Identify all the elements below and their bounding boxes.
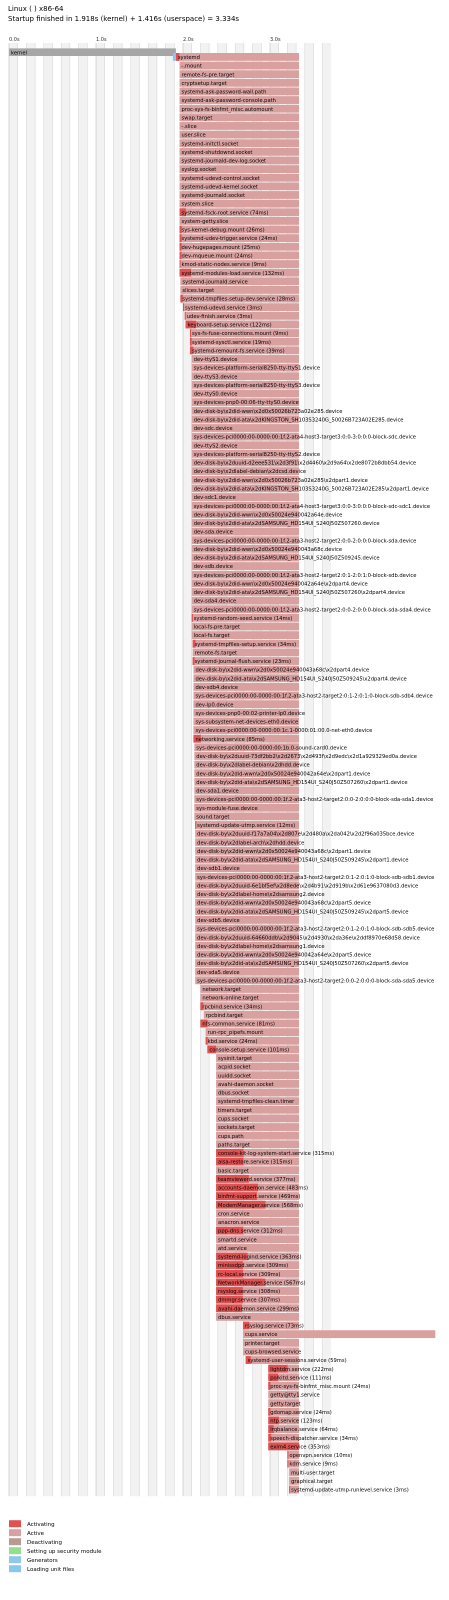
kernel-row	[9, 48, 176, 56]
legend-swatch	[9, 1547, 21, 1554]
unit-label: dev-ttyS3.device	[193, 374, 238, 381]
unit-label: udev-finish.service (3ms)	[186, 313, 253, 320]
legend-label: Loading unit files	[27, 1567, 75, 1574]
legend-label: Setting up security module	[27, 1549, 102, 1556]
unit-label: lightdm.service (222ms)	[270, 1366, 334, 1373]
unit-label: dev-disk-by\x2did-wwn\x2d0x50024e940042a64e\x2dpart5.device	[197, 952, 372, 959]
unit-label: systemd-journald.socket	[181, 193, 246, 200]
legend-swatch	[9, 1556, 21, 1563]
unit-label: dev-disk-by\x2did-ata\x2dSAMSUNG_HD154UI_S240J50Z509245\x2dpart1.device	[197, 857, 409, 864]
unit-label: systemd-udevd-kernel.socket	[181, 184, 258, 191]
legend-label: Generators	[27, 1558, 58, 1565]
unit-label: dev-disk-by\x2dlabel-debian\x2dcsd.device	[193, 469, 307, 476]
unit-label: systemd-random-seed.service (14ms)	[193, 615, 293, 622]
x-axis-ticks	[9, 37, 281, 43]
unit-label: nfs-common.service (81ms)	[202, 1021, 275, 1028]
unit-label: systemd-journal-flush.service (23ms)	[194, 659, 292, 666]
legend-swatch	[9, 1565, 21, 1572]
unit-active-bar	[180, 122, 300, 130]
unit-label: sys-devices-pci0000:00-0000:00:1f.2-ata3-host2-target2:0:0-2:0:0:0-block-sda-sda4.device	[193, 607, 431, 614]
unit-label: systemd-tmpfiles-setup-dev.service (28ms)	[182, 296, 295, 303]
unit-label: speech-dispatcher.service (34ms)	[270, 1435, 358, 1442]
unit-label: dev-disk-by\x2did-ata\x2dKINGSTON_SH103S3240G_50026B723A02E285.device	[193, 417, 404, 424]
unit-label: dev-sdc.device	[193, 426, 233, 433]
unit-label: dev-disk-by\x2did-ata\x2dSAMSUNG_HD154UI_S240J50Z507260\x2dpart1.device	[196, 779, 408, 786]
x-tick-label: 2.0s	[183, 37, 194, 43]
grid-band	[305, 43, 314, 1496]
unit-label: gdomap.service (24ms)	[270, 1409, 332, 1416]
unit-label: alsa-restore.service (315ms)	[218, 1159, 293, 1166]
unit-label: systemd-logind.service (363ms)	[218, 1254, 302, 1261]
unit-activating-bar	[190, 329, 191, 337]
unit-label: dev-disk-by\x2did-ata\x2dSAMSUNG_HD154UI_S240J50Z509245.device	[193, 555, 380, 562]
unit-label: ModemManager.service (568ms)	[218, 1202, 304, 1209]
unit-label: getty@tty1.service	[270, 1392, 320, 1399]
unit-label: systemd-user-sessions.service (59ms)	[247, 1358, 347, 1365]
grid-band	[9, 43, 18, 1496]
unit-label: sys-module-fuse.device	[196, 805, 258, 812]
unit-label: basic.target	[218, 1168, 249, 1175]
unit-label: sys-devices-platform-serial8250-tty-ttyS2.device	[193, 451, 321, 458]
unit-label: sys-subsystem-net-devices-eth0.device	[195, 719, 299, 726]
unit-label: avahi-daemon.service (299ms)	[218, 1306, 299, 1313]
unit-label: systemd-modules-load.service (132ms)	[181, 270, 285, 277]
unit-label: sound.target	[196, 814, 230, 821]
unit-label: systemd-sysctl.service (19ms)	[191, 339, 271, 346]
grid-band	[61, 43, 70, 1496]
unit-label: networking.service (85ms)	[195, 736, 265, 743]
unit-label: minissdpd.service (309ms)	[218, 1263, 289, 1270]
unit-label: sys-devices-pci0000:00-0000:00:1f.2-ata3-host2-target2:0:1-2:0:1:0-block-sdb-sdb5.device	[197, 926, 435, 933]
unit-label: console-kit-log-system-start.service (315ms)	[218, 1151, 335, 1158]
unit-label: dev-disk-by\x2did-ata\x2dSAMSUNG_HD154UI_S240J50Z509245\x2dpart5.device	[197, 909, 409, 916]
legend-swatch	[9, 1529, 21, 1536]
unit-label: systemd-udev-trigger.service (24ms)	[181, 236, 278, 243]
unit-label: systemd-shutdownd.socket	[181, 149, 253, 156]
unit-label: dbus.service	[218, 1314, 251, 1321]
unit-label: cups.path	[218, 1133, 244, 1140]
unit-label: multi-user.target	[291, 1470, 335, 1477]
unit-label: -.slice	[181, 124, 197, 131]
unit-label: rpcbind.service (34ms)	[202, 1004, 263, 1011]
unit-label: swap.target	[181, 115, 213, 122]
unit-label: dev-sda.device	[193, 529, 233, 536]
unit-label: systemd-update-utmp.service (12ms)	[197, 823, 296, 830]
unit-label: timers.target	[218, 1107, 253, 1114]
x-tick-label: 3.0s	[270, 37, 281, 43]
unit-label: getty.target	[270, 1401, 301, 1408]
unit-label: systemd-udevd.service (3ms)	[185, 305, 263, 312]
unit-label: sys-fs-fuse-connections.mount (9ms)	[191, 331, 289, 338]
unit-label: smartd.service	[218, 1237, 257, 1244]
legend-label: Activating	[27, 1522, 55, 1529]
unit-label: systemd-update-utmp-runlevel.service (3ms)	[291, 1487, 409, 1494]
unit-label: printer.target	[245, 1340, 280, 1347]
kernel-bar	[9, 48, 176, 56]
grid-band	[79, 43, 88, 1496]
unit-label: dev-disk-by\x2did-wwn\x2d0x50026b723a02e285.device	[193, 408, 343, 415]
legend-label: Active	[27, 1531, 45, 1538]
unit-label: dmmgr.service (307ms)	[218, 1297, 280, 1304]
unit-label: console-setup.service (101ms)	[209, 1047, 290, 1054]
unit-label: systemd-initctl.socket	[181, 141, 239, 148]
unit-label: dev-disk-by\x2did-ata\x2dKINGSTON_SH103S3240G_50026B723A02E285\x2dpart1.device	[193, 486, 429, 493]
unit-label: sys-devices-pnp0-00:06-tty-ttyS0.device	[193, 400, 299, 407]
unit-label: network.target	[202, 987, 241, 994]
unit-label: systemd	[177, 55, 200, 61]
unit-label: system.slice	[181, 201, 214, 208]
unit-label: dev-disk-by\x2dlabel-arch\x2dhdd.device	[197, 840, 305, 847]
unit-label: -.mount	[181, 63, 202, 70]
unit-label: dev-disk-by\x2dlabel-home\x2dsamsung2.device	[197, 892, 325, 899]
unit-label: dev-disk-by\x2did-wwn\x2d0x50024e940043a68c\x2dpart4.device	[195, 667, 370, 674]
unit-label: systemd-ask-password-console.path	[181, 98, 276, 105]
unit-label: dbus.socket	[218, 1090, 250, 1097]
unit-label: atd.service	[218, 1245, 247, 1252]
unit-label: dev-lp0.device	[195, 702, 234, 709]
grid-band	[131, 43, 140, 1496]
unit-label: sys-devices-pci0000:00-0000:00:1f.2-ata3-host2-target2:0:0-2:0:0:0-block-sda.device	[193, 538, 417, 545]
unit-label: dev-sda4.device	[193, 598, 237, 605]
unit-label: dev-disk-by\x2did-wwn\x2d0x50024e940043a68c\x2dpart1.device	[197, 848, 371, 855]
loading-unit-files-bar	[173, 53, 176, 61]
unit-label: dev-disk-by\x2did-wwn\x2d0x50024e940043a68c.device	[193, 546, 343, 553]
unit-label: slices.target	[182, 288, 215, 295]
unit-label: local-fs.target	[193, 633, 230, 640]
unit-label: sys-devices-pci0000:00-0000:00:1c.1-0000:01:00.0-net-eth0.device	[195, 728, 373, 735]
legend-label: Deactivating	[27, 1540, 62, 1547]
unit-label: systemd-journald.service	[182, 279, 248, 286]
unit-label: dev-disk-by\x2dlabel-debian\x2dhdd.device	[196, 762, 310, 769]
legend-swatch	[9, 1520, 21, 1527]
unit-label: sys-kernel-debug.mount (26ms)	[181, 227, 265, 234]
unit-label: kmod-static-nodes.service (9ms)	[181, 262, 267, 269]
grid-band	[26, 43, 35, 1496]
unit-label: dev-mqueue.mount (24ms)	[181, 253, 253, 260]
unit-label: sys-devices-pci0000:00-0000:00:1f.2-ata3-host2-target2:0:0-2:0:0:0-block-sda-sda1.device	[196, 797, 434, 804]
grid-band	[44, 43, 53, 1496]
unit-label: sys-devices-pnp0-00:02-printer-lp0.device	[195, 710, 306, 717]
unit-label: systemd-journald-dev-log.socket	[181, 158, 267, 165]
unit-label: dev-disk-by\x2duuid-73df2bb2\x2d2673\x2d493f\x2d9edc\x2d1a929329ed0a.device	[196, 754, 417, 761]
unit-label: rsyslog.service (308ms)	[218, 1289, 281, 1296]
startup-summary: Startup finished in 1.918s (kernel) + 1.416s (userspace) = 3.334s	[8, 15, 240, 23]
unit-activating-bar	[287, 1460, 288, 1468]
unit-label: dev-sdb1.device	[197, 866, 240, 873]
unit-label: sys-devices-pci0000:00-0000:00:1f.2-ata4-host3-target3:0:0-3:0:0:0-block-sdc-sdc1.device	[193, 503, 431, 510]
unit-label: dev-disk-by\x2did-wwn\x2d0x50024e940042a64e.device	[193, 512, 343, 519]
unit-label: dev-hugepages.mount (25ms)	[181, 244, 261, 251]
unit-label: rpcbind.target	[205, 1012, 243, 1019]
unit-label: acpid.socket	[218, 1064, 251, 1071]
unit-label: systemd-remount-fs.service (39ms)	[191, 348, 285, 355]
unit-rows	[173, 53, 435, 1494]
unit-label: dev-disk-by\x2did-ata\x2dSAMSUNG_HD154UI_S240J50Z507260\x2dpart5.device	[197, 961, 409, 968]
unit-label: systemd-ask-password-wall.path	[181, 89, 267, 96]
unit-label: dev-sdb4.device	[195, 684, 239, 691]
unit-label: remote-fs.target	[194, 650, 238, 657]
unit-label: run-rpc_pipefs.mount	[207, 1030, 264, 1037]
unit-label: dev-sda1.device	[196, 788, 239, 795]
kernel-label: kernel	[11, 50, 27, 57]
unit-label: dev-sdb5.device	[197, 918, 240, 924]
unit-label: dev-disk-by\x2did-ata\x2dSAMSUNG_HD154UI_S240J50Z507260.device	[193, 521, 380, 528]
unit-label: cups-browsed.service	[245, 1349, 302, 1356]
unit-label: uuidd.socket	[218, 1073, 252, 1080]
unit-activating-bar	[289, 1486, 290, 1494]
unit-label: system-getty.slice	[181, 218, 229, 225]
unit-label: systemd-udevd-control.socket	[181, 175, 260, 182]
unit-label: dev-disk-by\x2did-wwn\x2d0x50024e940042a64e\x2dpart1.device	[196, 771, 371, 778]
legend	[9, 1520, 102, 1573]
unit-label: keyboard-setup.service (122ms)	[187, 322, 272, 329]
unit-label: user.slice	[181, 132, 206, 139]
unit-label: sys-devices-platform-serial8250-tty-ttyS3.device	[193, 382, 321, 389]
system-line: Linux ( ) x86-64	[8, 5, 64, 13]
unit-label: sys-devices-pci0000:00-0000:00:1f.2-ata4-host3-target3:0:0-3:0:0:0-block-sdc.device	[193, 434, 417, 441]
unit-label: network-online.target	[202, 995, 259, 1002]
unit-label: anacron.service	[218, 1220, 260, 1227]
unit-label: dev-disk-by\x2did-wwn\x2d0x50026b723a02e285\x2dpart1.device	[193, 477, 368, 484]
unit-label: cups.socket	[218, 1116, 249, 1123]
unit-label: cups.service	[245, 1332, 278, 1339]
unit-label: polkitd.service (111ms)	[270, 1375, 332, 1382]
unit-label: graphical.target	[291, 1478, 333, 1485]
unit-label: ppp-dns.service (312ms)	[218, 1228, 283, 1235]
unit-label: cryptsetup.target	[181, 80, 227, 87]
unit-label: dev-disk-by\x2duuid-64660ddb\x2d9045\x2d4930\x2da36e\x2ddf8970e68d58.device	[197, 935, 420, 942]
unit-label: ntp.service (123ms)	[270, 1418, 323, 1425]
unit-label: accounts-daemon.service (483ms)	[218, 1185, 309, 1192]
unit-activating-bar	[287, 1451, 288, 1459]
unit-label: dev-disk-by\x2did-ata\x2dSAMSUNG_HD154UI_S240J50Z507260\x2dpart4.device	[193, 590, 405, 597]
unit-label: dev-disk-by\x2duuid-d2eee531\x2d3f91\x2d4460\x2d9a64\x2de8072b8dbb54.device	[193, 460, 417, 467]
unit-label: cron.service	[218, 1211, 250, 1218]
unit-label: dev-sda5.device	[197, 969, 240, 976]
unit-activating-bar	[180, 260, 181, 268]
unit-label: dev-sdc1.device	[193, 495, 236, 502]
grid-band	[148, 43, 157, 1496]
unit-activating-bar	[185, 312, 186, 320]
unit-label: dev-ttyS2.device	[193, 443, 238, 450]
unit-label: proc-sys-fs-binfmt_misc.automount	[181, 106, 274, 113]
unit-label: kbd.service (24ms)	[207, 1038, 258, 1045]
unit-label: sys-devices-pci0000:00-0000:00:1f.2-ata3-host2-target2:0:1-2:0:1:0-block-sdb-sdb1.device	[197, 874, 435, 881]
unit-activating-bar	[183, 303, 184, 311]
unit-label: sys-devices-pci0000:00-0000:00:1f.2-ata3-host2-target2:0:1-2:0:1:0-block-sdb.device	[193, 572, 417, 579]
unit-label: NetworkManager.service (567ms)	[218, 1280, 306, 1287]
unit-label: systemd-tmpfiles-clean.timer	[218, 1099, 295, 1106]
unit-label: openvpn.service (10ms)	[289, 1453, 353, 1460]
unit-label: sys-devices-pci0000:00-0000:00:1b.0-sound-card0.device	[196, 745, 347, 752]
unit-label: kdm.service (9ms)	[289, 1461, 338, 1468]
unit-label: dev-disk-by\x2did-wwn\x2d0x50024e940042a64e\x2dpart4.device	[193, 581, 368, 588]
unit-label: dev-ttyS1.device	[193, 357, 238, 364]
x-tick-label: 1.0s	[96, 37, 107, 43]
unit-label: systemd-tmpfiles-setup.service (34ms)	[194, 641, 297, 648]
x-tick-label: 0.0s	[9, 37, 20, 43]
unit-label: dev-ttyS0.device	[193, 391, 238, 398]
unit-label: dev-sdb.device	[193, 564, 233, 571]
unit-label: dev-disk-by\x2duuid-f17a7a04\x2d807e\x2d480a\x2da042\x2d2f96a035bce.device	[197, 831, 415, 838]
unit-activating-bar	[195, 821, 196, 829]
unit-label: sysinit.target	[218, 1056, 253, 1063]
unit-label: avahi-daemon.socket	[218, 1081, 274, 1088]
grid-band	[96, 43, 105, 1496]
unit-label: sys-devices-pci0000:00-0000:00:1f.2-ata3-host2-target2:0:1-2:0:1:0-block-sdb-sdb4.device	[195, 693, 433, 700]
unit-label: dev-disk-by\x2dlabel-home\x2dsamsung1.device	[197, 943, 325, 950]
unit-label: dev-disk-by\x2did-ata\x2dSAMSUNG_HD154UI_S240J50Z509245\x2dpart4.device	[195, 676, 407, 683]
legend-swatch	[9, 1538, 21, 1545]
unit-label: binfmt-support.service (469ms)	[218, 1194, 301, 1201]
grid-band	[322, 43, 331, 1496]
unit-label: systemd-fsck-root.service (74ms)	[181, 210, 269, 217]
unit-label: rsyslog.service (73ms)	[245, 1323, 304, 1330]
unit-label: remote-fs-pre.target	[181, 72, 235, 79]
unit-label: proc-sys-fs-binfmt_misc.mount (24ms)	[270, 1384, 371, 1391]
unit-label: sys-devices-pci0000:00-0000:00:1f.2-ata3-host2-target2:0:0-2:0:0:0-block-sda-sda5.device	[197, 978, 435, 985]
unit-label: irqbalance.service (64ms)	[270, 1427, 338, 1434]
unit-label: teamviewerd.service (377ms)	[218, 1176, 296, 1183]
unit-label: dev-disk-by\x2did-wwn\x2d0x50024e940043a68c\x2dpart5.device	[197, 900, 371, 907]
unit-label: rc-local.service (309ms)	[218, 1271, 281, 1278]
unit-label: exim4.service (353ms)	[270, 1444, 330, 1451]
unit-label: sockets.target	[218, 1125, 255, 1132]
unit-label: dev-disk-by\x2duuid-6e1bf5ef\x2d8ede\x2d4b91\x2d919b\x2d61e9637080d3.device	[197, 883, 419, 890]
grid-band	[166, 43, 175, 1496]
unit-label: local-fs-pre.target	[193, 624, 240, 631]
unit-label: sys-devices-platform-serial8250-tty-ttyS1.device	[193, 365, 321, 372]
unit-label: paths.target	[218, 1142, 250, 1149]
unit-label: syslog.socket	[181, 167, 217, 174]
grid-band	[113, 43, 122, 1496]
